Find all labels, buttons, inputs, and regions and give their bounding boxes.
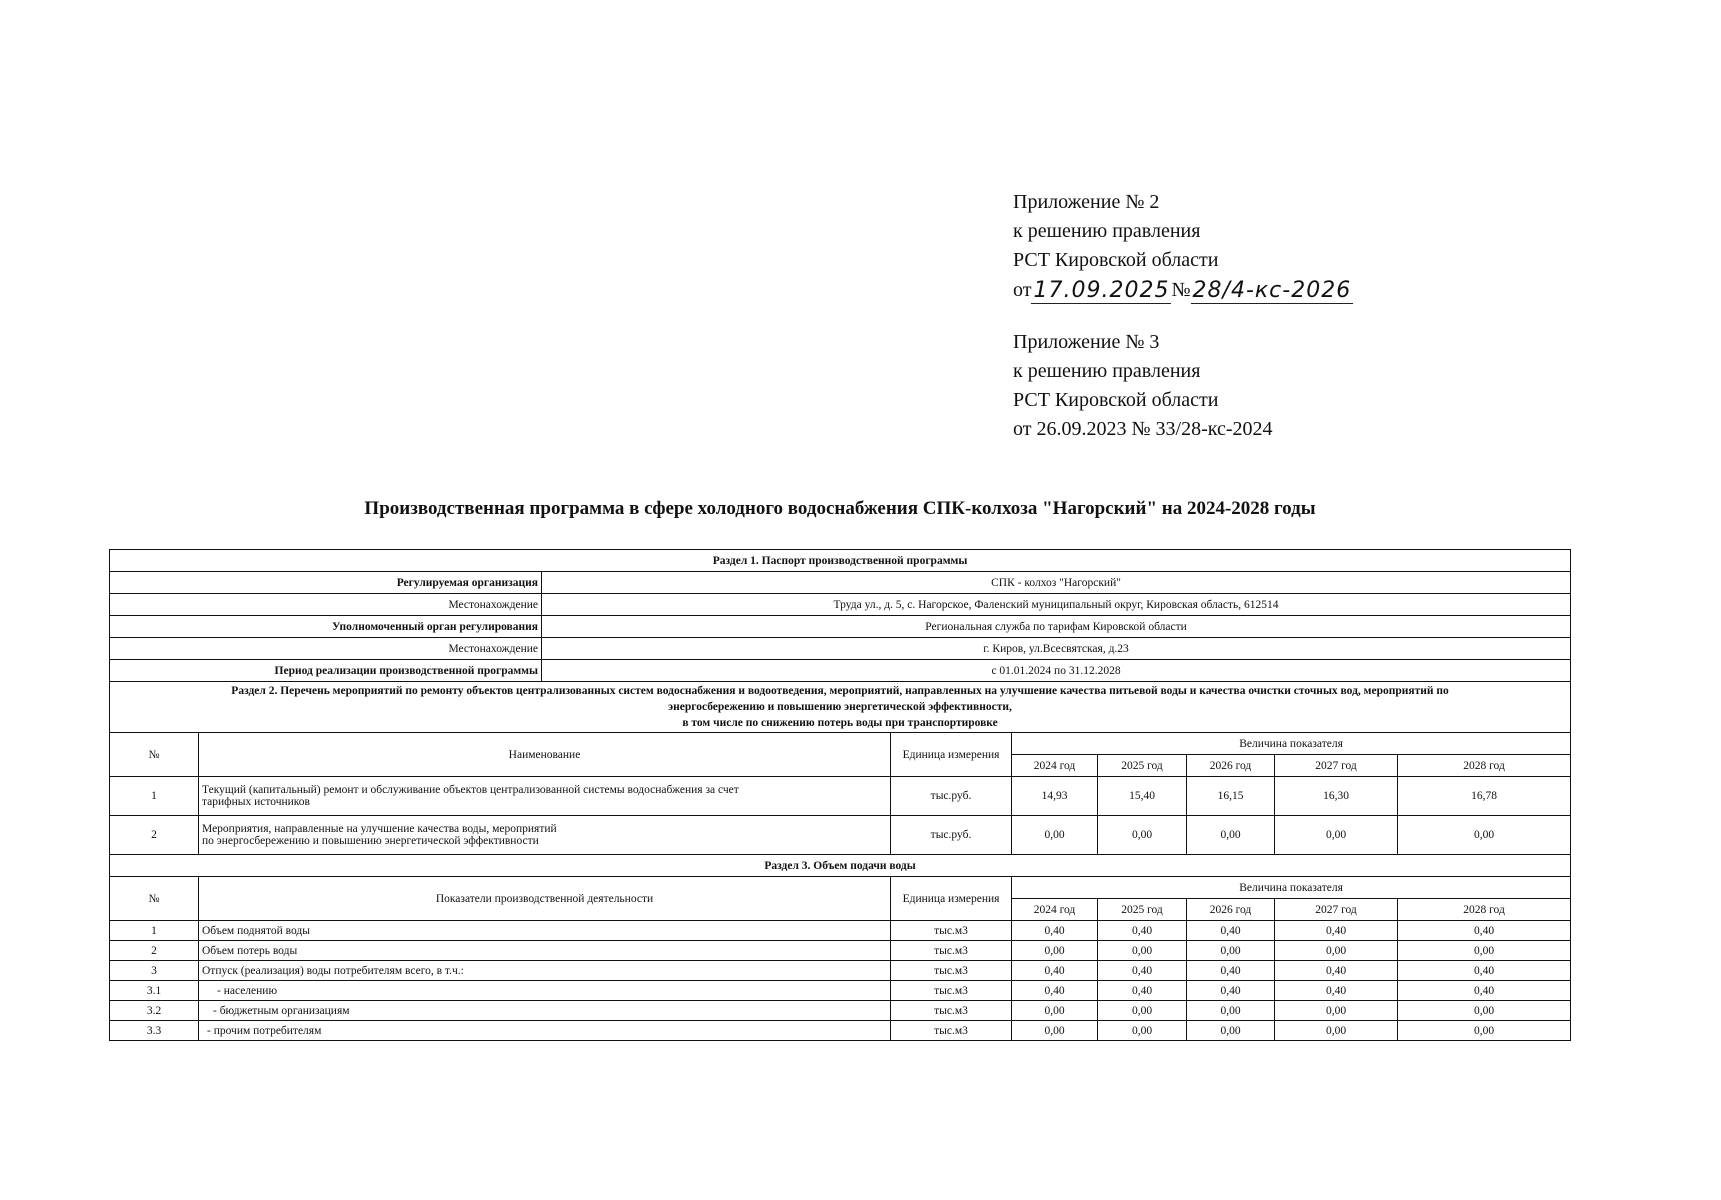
passport-row <box>110 594 1571 616</box>
year-header: 2026 год <box>1187 899 1275 921</box>
row-value: 0,00 <box>1398 941 1571 961</box>
row-value: 16,30 <box>1275 777 1398 816</box>
appendix-2-date-line <box>1013 275 1353 305</box>
row-name-line2: тарифных источников <box>202 796 310 808</box>
appendix-3-line2: к решению правления <box>1013 360 1201 382</box>
appendix-2-block <box>1013 188 1353 305</box>
year-header: 2024 год <box>1012 755 1098 777</box>
row-value: 16,78 <box>1398 777 1571 816</box>
row-unit: тыс.руб. <box>891 816 1012 855</box>
row-value: 0,00 <box>1012 941 1098 961</box>
section2-heading-line1: Раздел 2. Перечень мероприятий по ремонту объектов централизованных систем водоснабжения и водоотведения, мероприятий, направленных на улучшение качества питьевой воды и качества очистки сточных вод, мероприятий по <box>231 685 1449 697</box>
year-header: 2025 год <box>1098 899 1187 921</box>
appendix-3-block <box>1013 328 1273 444</box>
year-header: 2028 год <box>1398 899 1571 921</box>
section1-heading-row <box>110 550 1571 572</box>
passport-label: Местонахождение <box>110 638 542 660</box>
passport-row <box>110 638 1571 660</box>
row-num: 2 <box>110 941 199 961</box>
row-value: 0,40 <box>1187 921 1275 941</box>
row-value: 0,00 <box>1187 816 1275 855</box>
passport-value: г. Киров, ул.Всесвятская, д.23 <box>542 638 1571 660</box>
row-value: 0,40 <box>1398 961 1571 981</box>
col-unit-header: Единица измерения <box>891 733 1012 777</box>
row-name: - бюджетным организациям <box>199 1001 891 1021</box>
row-num: 3.3 <box>110 1021 199 1041</box>
row-value: 0,40 <box>1275 961 1398 981</box>
row-unit: тыс.м3 <box>891 1001 1012 1021</box>
passport-value: Региональная служба по тарифам Кировской области <box>542 616 1571 638</box>
year-header: 2026 год <box>1187 755 1275 777</box>
appendix-3-line1: Приложение № 3 <box>1013 331 1160 353</box>
passport-label: Местонахождение <box>110 594 542 616</box>
row-num: 1 <box>110 921 199 941</box>
row-name: - прочим потребителям <box>199 1021 891 1041</box>
passport-label: Регулируемая организация <box>110 572 542 594</box>
row-value: 0,00 <box>1398 1021 1571 1041</box>
row-value: 0,00 <box>1098 816 1187 855</box>
row-num: 3.2 <box>110 1001 199 1021</box>
row-name: Объем поднятой воды <box>199 921 891 941</box>
section2-heading-row <box>110 682 1571 733</box>
table-row <box>110 921 1571 941</box>
row-value: 15,40 <box>1098 777 1187 816</box>
col-num-header: № <box>110 877 199 921</box>
year-header: 2027 год <box>1275 755 1398 777</box>
passport-label: Период реализации производственной программы <box>110 660 542 682</box>
row-value: 0,00 <box>1098 941 1187 961</box>
passport-value: с 01.01.2024 по 31.12.2028 <box>542 660 1571 682</box>
year-header: 2028 год <box>1398 755 1571 777</box>
row-unit: тыс.м3 <box>891 981 1012 1001</box>
row-value: 0,40 <box>1187 981 1275 1001</box>
row-value: 0,00 <box>1275 816 1398 855</box>
row-value: 14,93 <box>1012 777 1098 816</box>
section3-header-row <box>110 877 1571 899</box>
row-value: 0,00 <box>1398 1001 1571 1021</box>
col-name-header: Наименование <box>199 733 891 777</box>
handwritten-number: 28/4-кс-2026 <box>1192 278 1352 303</box>
handwritten-date: 17.09.2025 <box>1033 278 1170 303</box>
row-value: 16,15 <box>1187 777 1275 816</box>
row-name <box>199 777 891 816</box>
table-row <box>110 1021 1571 1041</box>
row-unit: тыс.руб. <box>891 777 1012 816</box>
col-value-header: Величина показателя <box>1012 877 1571 899</box>
appendix-3-line4: от 26.09.2023 № 33/28-кс-2024 <box>1013 418 1273 440</box>
table-row <box>110 777 1571 816</box>
table-row <box>110 941 1571 961</box>
passport-value: СПК - колхоз "Нагорский" <box>542 572 1571 594</box>
row-value: 0,40 <box>1187 961 1275 981</box>
row-value: 0,00 <box>1012 816 1098 855</box>
appendix-2-line1: Приложение № 2 <box>1013 191 1160 213</box>
document-title: Производственная программа в сфере холодного водоснабжения СПК-колхоза "Нагорский" на 2024-2028 годы <box>364 498 1316 519</box>
section2-heading-line2: энергосбережению и повышению энергетической эффективности, <box>668 701 1012 713</box>
col-value-header: Величина показателя <box>1012 733 1571 755</box>
table-row <box>110 816 1571 855</box>
row-value: 0,00 <box>1012 1001 1098 1021</box>
row-value: 0,00 <box>1098 1021 1187 1041</box>
passport-label: Уполномоченный орган регулирования <box>110 616 542 638</box>
row-value: 0,40 <box>1098 921 1187 941</box>
row-value: 0,40 <box>1012 921 1098 941</box>
row-num: 3.1 <box>110 981 199 1001</box>
section1-heading: Раздел 1. Паспорт производственной программы <box>110 550 1571 572</box>
number-sign: № <box>1171 279 1191 301</box>
row-value: 0,00 <box>1187 941 1275 961</box>
row-value: 0,40 <box>1398 981 1571 1001</box>
row-name-line1: Мероприятия, направленные на улучшение качества воды, мероприятий <box>202 823 557 835</box>
row-name: Объем потерь воды <box>199 941 891 961</box>
row-unit: тыс.м3 <box>891 961 1012 981</box>
row-name: - населению <box>199 981 891 1001</box>
row-value: 0,00 <box>1275 1021 1398 1041</box>
row-unit: тыс.м3 <box>891 941 1012 961</box>
row-value: 0,00 <box>1275 1001 1398 1021</box>
production-program-table <box>109 549 1571 1041</box>
appendix-2-line2: к решению правления <box>1013 220 1201 242</box>
row-value: 0,00 <box>1398 816 1571 855</box>
row-value: 0,00 <box>1187 1021 1275 1041</box>
section3-heading-row <box>110 855 1571 877</box>
table-row <box>110 1001 1571 1021</box>
table-row <box>110 961 1571 981</box>
row-value: 0,40 <box>1275 921 1398 941</box>
row-value: 0,40 <box>1098 961 1187 981</box>
row-name-line2: по энергосбережению и повышению энергетической эффективности <box>202 835 539 847</box>
row-value: 0,00 <box>1098 1001 1187 1021</box>
row-value: 0,40 <box>1012 981 1098 1001</box>
row-value: 0,40 <box>1398 921 1571 941</box>
row-value: 0,40 <box>1012 961 1098 981</box>
row-value: 0,40 <box>1275 981 1398 1001</box>
section2-header-row <box>110 733 1571 755</box>
row-unit: тыс.м3 <box>891 921 1012 941</box>
year-header: 2024 год <box>1012 899 1098 921</box>
col-name-header: Показатели производственной деятельности <box>199 877 891 921</box>
row-unit: тыс.м3 <box>891 1021 1012 1041</box>
passport-row <box>110 660 1571 682</box>
section2-heading <box>110 682 1571 733</box>
passport-row <box>110 572 1571 594</box>
row-value: 0,40 <box>1098 981 1187 1001</box>
appendix-2-from: от <box>1013 279 1032 301</box>
col-num-header: № <box>110 733 199 777</box>
table-row <box>110 981 1571 1001</box>
appendix-2-line3: РСТ Кировской области <box>1013 249 1219 271</box>
passport-value: Труда ул., д. 5, с. Нагорское, Фаленский муниципальный округ, Кировская область, 612514 <box>542 594 1571 616</box>
row-value: 0,00 <box>1275 941 1398 961</box>
appendix-3-line3: РСТ Кировской области <box>1013 389 1219 411</box>
year-header: 2027 год <box>1275 899 1398 921</box>
section3-heading: Раздел 3. Объем подачи воды <box>110 855 1571 877</box>
row-num: 3 <box>110 961 199 981</box>
row-value: 0,00 <box>1012 1021 1098 1041</box>
row-value: 0,00 <box>1187 1001 1275 1021</box>
passport-row <box>110 616 1571 638</box>
section2-heading-line3: в том числе по снижению потерь воды при транспортировке <box>682 717 998 729</box>
col-unit-header: Единица измерения <box>891 877 1012 921</box>
year-header: 2025 год <box>1098 755 1187 777</box>
row-name: Отпуск (реализация) воды потребителям всего, в т.ч.: <box>199 961 891 981</box>
row-name <box>199 816 891 855</box>
row-num: 1 <box>110 777 199 816</box>
row-num: 2 <box>110 816 199 855</box>
row-name-line1: Текущий (капитальный) ремонт и обслуживание объектов централизованной системы водоснабжения за счет <box>202 784 739 796</box>
